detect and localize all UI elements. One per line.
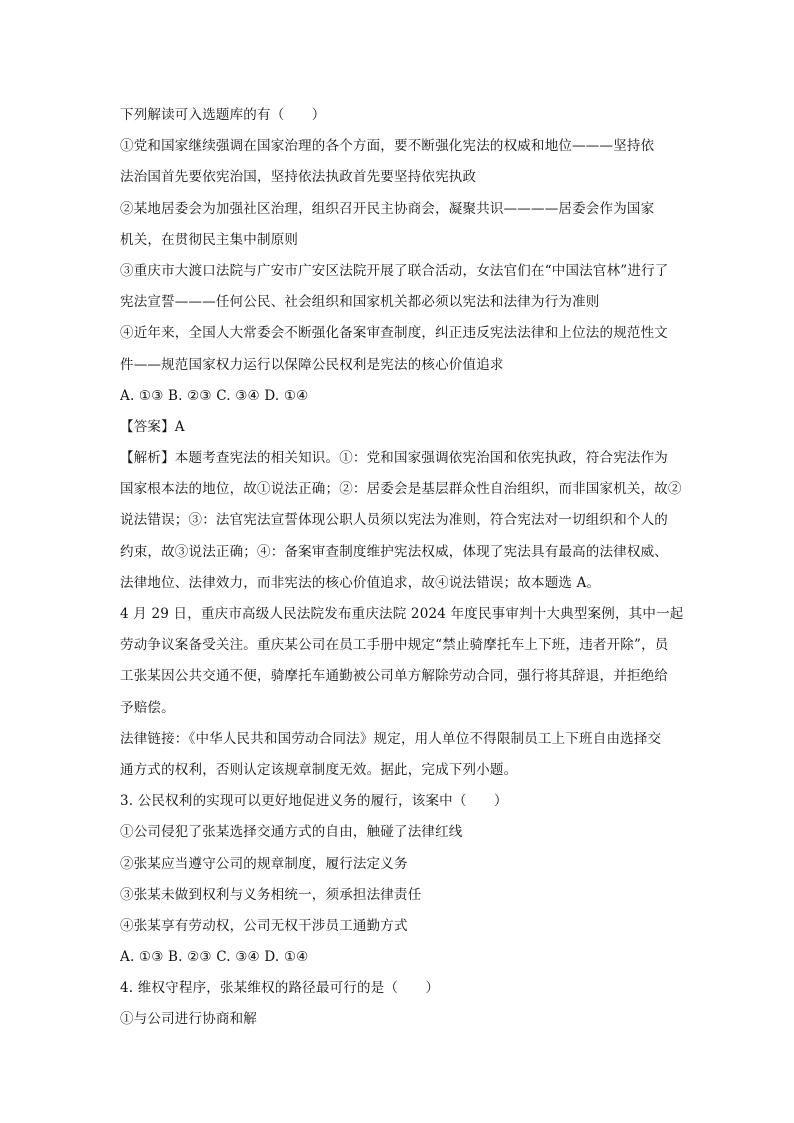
question-stem: 下列解读可入选题库的有（ ） (120, 107, 326, 123)
option-1-line-1: ①党和国家继续强调在国家治理的各个方面，要不断强化宪法的权威和地位———坚持依 (120, 138, 655, 155)
case-line-3: 工张某因公共交通不便，骑摩托车通勤被公司单方解除劳动合同，强行将其辞退，并拒绝给 (120, 668, 668, 685)
question-4-stem: 4. 维权守程序，张某维权的路径最可行的是（ ） (120, 980, 440, 997)
option-4-line-2: 件——规范国家权力运行以保障公民权利是宪法的核心价值追求 (120, 356, 504, 373)
option-4-line-1: ④近年来，全国人大常委会不断强化备案审查制度，纠正违反宪法法律和上位法的规范性文 (120, 325, 668, 342)
law-link-line-2: 通方式的权利，否则认定该规章制度无效。据此，完成下列小题。 (120, 761, 518, 778)
question-3-option-1: ①公司侵犯了张某选择交通方式的自由，触碰了法律红线 (120, 824, 463, 841)
question-3-choices: A. ①③ B. ②③ C. ③④ D. ①④ (120, 949, 309, 966)
question-3-stem: 3. 公民权利的实现可以更好地促进义务的履行，该案中（ ） (120, 793, 508, 810)
law-link-line-1: 法律链接：《中华人民共和国劳动合同法》规定，用人单位不得限制员工上下班自由选择交 (120, 730, 662, 747)
analysis-line-4: 约束，故③说法正确；④：备案审查制度维护宪法权威，体现了宪法具有最高的法律权威、 (120, 543, 668, 560)
analysis-line-5: 法律地位、法律效力，而非宪法的核心价值追求，故④说法错误；故本题选 A。 (120, 574, 601, 591)
question-3-option-4: ④张某享有劳动权，公司无权干涉员工通勤方式 (120, 917, 408, 934)
answer-choices: A. ①③ B. ②③ C. ③④ D. ①④ (120, 387, 309, 404)
option-3-line-1: ③重庆市大渡口法院与广安市广安区法院开展了联合活动，女法官们在“中国法官林”进行了 (120, 262, 669, 279)
question-3-option-3: ③张某未做到权利与义务相统一，须承担法律责任 (120, 886, 422, 903)
answer-label: 【答案】A (120, 418, 185, 435)
option-3-line-2: 宪法宣誓———任何公民、社会组织和国家机关都必须以宪法和法律为行为准则 (120, 294, 600, 311)
case-line-4: 予赔偿。 (120, 699, 175, 716)
case-line-2: 劳动争议案备受关注。重庆某公司在员工手册中规定“禁止骑摩托车上下班，违者开除”，员 (120, 637, 669, 654)
question-4-option-1: ①与公司进行协商和解 (120, 1011, 257, 1028)
option-2-line-2: 机关，在贯彻民主集中制原则 (120, 231, 299, 248)
option-1-line-2: 法治国首先要依宪治国，坚持依法执政首先要坚持依宪执政 (120, 169, 477, 186)
case-line-1: 4 月 29 日，重庆市高级人民法院发布重庆法院 2024 年度民事审判十大典型案例，其中一起 (120, 606, 684, 622)
analysis-line-1: 【解析】本题考查宪法的相关知识。①：党和国家强调依宪治国和依宪执政，符合宪法作为 (120, 450, 668, 467)
option-2-line-1: ②某地居委会为加强社区治理，组织召开民主协商会，凝聚共识————居委会作为国家 (120, 200, 655, 217)
question-3-option-2: ②张某应当遵守公司的规章制度，履行法定义务 (120, 855, 408, 872)
analysis-line-3: 说法错误；③：法官宪法宣誓体现公职人员须以宪法为准则，符合宪法对一切组织和个人的 (120, 512, 668, 529)
analysis-line-2: 国家根本法的地位，故①说法正确；②：居委会是基层群众性自治组织，而非国家机关，故② (120, 481, 682, 498)
document-body (120, 100, 684, 1036)
